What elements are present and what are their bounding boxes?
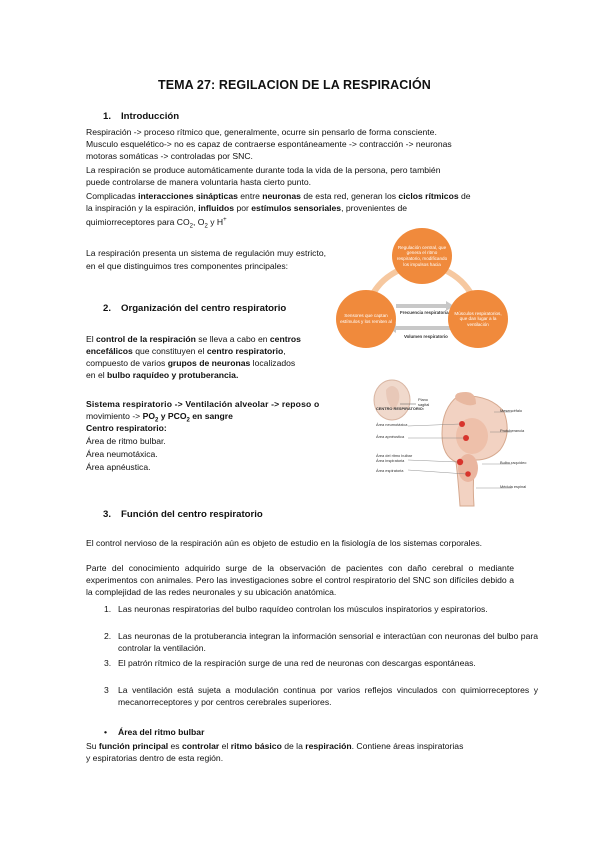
text-run: de bbox=[458, 191, 471, 201]
page-title: TEMA 27: REGILACION DE LA RESPIRACIÓN bbox=[158, 78, 431, 92]
org-line-1 bbox=[86, 333, 301, 345]
brain-label-plane: Plano sagital bbox=[418, 397, 430, 407]
text-run: , bbox=[283, 346, 286, 356]
subscript: 2 bbox=[204, 223, 208, 230]
text-run: movimiento -> bbox=[86, 411, 143, 421]
func-paragraph-1: El control nervioso de la respiración aún es objeto de estudio en la fisiología de los sistemas corporales. bbox=[86, 538, 483, 548]
bold-run: encefálicos bbox=[86, 346, 133, 356]
cycle-node-respiratory-muscles: Músculos respiratorios, que dan lugar a la ventilación bbox=[448, 290, 508, 348]
list-text: El patrón rítmico de la respiración surge de una red de neuronas con descargas espontáneas. bbox=[118, 658, 476, 668]
bullet-ritmo-bulbar bbox=[104, 726, 204, 738]
text-run: quimiorreceptores para CO bbox=[86, 216, 190, 227]
text-run: localizados bbox=[250, 358, 296, 368]
bold-run: en sangre bbox=[189, 411, 233, 421]
intro-line-5: puede controlarse de manera voluntaria hasta cierto punto. bbox=[86, 177, 312, 187]
list-number: 3 bbox=[104, 685, 109, 695]
brain-right-label-2: Protuberancia bbox=[500, 428, 525, 433]
bold-run: interacciones sinápticas bbox=[138, 191, 238, 201]
text-run: en el bbox=[86, 370, 108, 380]
bold-run: ritmo básico bbox=[230, 741, 282, 751]
bold-run: centros bbox=[269, 334, 301, 344]
bold-run: centro respiratorio bbox=[206, 346, 284, 356]
cycle-diagram bbox=[334, 228, 510, 370]
section-2-heading bbox=[103, 303, 286, 314]
org-line-4 bbox=[86, 369, 238, 381]
brainstem-illustration bbox=[372, 378, 532, 508]
intro-line-8 bbox=[86, 214, 227, 233]
text-run: y H bbox=[207, 216, 224, 227]
text-run: de esta red, generan los bbox=[300, 191, 399, 201]
section-2-title: Organización del centro respiratorio bbox=[121, 303, 287, 314]
bold-run: controlar bbox=[182, 741, 220, 751]
bold-run: estímulos sensoriales bbox=[251, 203, 342, 213]
text-run: de la bbox=[281, 741, 306, 751]
org-centro-heading: Centro respiratorio: bbox=[86, 423, 167, 433]
intro-line-6 bbox=[86, 190, 471, 202]
section-3-number: 3. bbox=[103, 509, 112, 520]
intro-line-3: motoras somáticas -> controladas por SNC. bbox=[86, 151, 253, 161]
section-2-number: 2. bbox=[103, 303, 112, 314]
bold-run: PCO bbox=[167, 411, 187, 421]
org-line-2 bbox=[86, 345, 286, 357]
text-run: por bbox=[234, 203, 252, 213]
list-number: 1. bbox=[104, 604, 112, 614]
bold-run: control de la respiración bbox=[96, 334, 196, 344]
org-area-2: Área neumotáxica. bbox=[86, 449, 158, 459]
subscript: 2 bbox=[155, 417, 159, 424]
text-run: que constituyen el bbox=[132, 346, 207, 356]
brain-left-label-1: Área neumotáxica bbox=[376, 422, 408, 427]
list-number: 2. bbox=[104, 631, 112, 641]
intro-paragraph-2: La respiración presenta un sistema de regulación muy estricto, en el que distinguimos tres componentes principales: bbox=[86, 248, 326, 271]
intro-line-4: La respiración se produce automáticamente durante toda la vida de la persona, pero también bbox=[86, 165, 441, 175]
bold-run: y bbox=[158, 411, 168, 421]
section-1-heading bbox=[103, 111, 179, 122]
brain-left-label-3: Área del ritmo bulbar bbox=[376, 453, 413, 458]
bullet-title: Área del ritmo bulbar bbox=[118, 727, 205, 737]
bold-run: neuronas bbox=[262, 191, 301, 201]
subscript: 2 bbox=[186, 417, 190, 424]
bold-run: influidos bbox=[198, 203, 235, 213]
subscript: 2 bbox=[189, 223, 193, 230]
text-run: entre bbox=[237, 191, 263, 201]
cycle-label-volume: Volumen respiratorio bbox=[404, 334, 448, 339]
text-run: , O bbox=[193, 216, 205, 227]
superscript: + bbox=[223, 217, 227, 223]
brain-right-label-3: Bulbo raquídeo bbox=[500, 460, 527, 465]
brain-label-header: CENTRO RESPIRATORIO: bbox=[376, 406, 425, 411]
bold-run: ciclos rítmicos bbox=[398, 191, 459, 201]
org-area-1: Área de ritmo bulbar. bbox=[86, 436, 166, 446]
org-system-line: Sistema respiratorio -> Ventilación alveolar -> reposo o bbox=[86, 399, 320, 409]
section-1-title: Introducción bbox=[121, 111, 180, 122]
text-run: El bbox=[86, 334, 97, 344]
section-1-number: 1. bbox=[103, 111, 112, 122]
text-run: se lleva a cabo en bbox=[195, 334, 270, 344]
list-text: Las neuronas respiratorias del bulbo raquídeo controlan los músculos inspiratorios y espiratorios. bbox=[118, 604, 488, 614]
text-run: la inspiración y la espiración, bbox=[86, 203, 199, 213]
cycle-node-central-regulation: Regulación central, que genera el ritmo respiratorio, modificando los impulsos hacia bbox=[392, 228, 452, 284]
brain-left-label-5: Área espiratoria bbox=[376, 468, 404, 473]
bold-run: respiración bbox=[305, 741, 352, 751]
section-3-title: Función del centro respiratorio bbox=[121, 509, 263, 520]
list-text: Las neuronas de la protuberancia integran la información sensorial e interactúan con neuronas del bulbo para controlar la ventilación. bbox=[118, 631, 538, 653]
text-run: es bbox=[168, 741, 182, 751]
intro-line-2: Musculo esquelético-> no es capaz de contraerse espontáneamente -> contracción -> neuronas bbox=[86, 139, 452, 149]
brain-right-label-1: Mesencéfalo bbox=[500, 408, 523, 413]
func-paragraph-2: Parte del conocimiento adquirido surge de la observación de pacientes con daño cerebral o mediante experimentos con animales. Pero las investigaciones sobre el control respiratorio del SNC son difíciles debido a la complejidad de las redes neuronales y su ubicación anatómica. bbox=[86, 563, 514, 597]
text-run: el bbox=[219, 741, 231, 751]
text-run: compuesto de varios bbox=[86, 358, 168, 368]
bold-run: grupos de neuronas bbox=[167, 358, 251, 368]
brain-left-label-4: Área inspiratoria bbox=[376, 458, 405, 463]
bold-run: PO bbox=[142, 411, 156, 421]
func-last-line-1 bbox=[86, 740, 463, 752]
brain-left-label-2: Área apnéustica bbox=[376, 434, 405, 439]
brain-right-label-4: Médula espinal bbox=[500, 484, 527, 489]
cycle-node-sensors: Sensores que captan estímulos y los remiten al bbox=[336, 290, 396, 348]
bold-run: función principal bbox=[98, 741, 169, 751]
intro-line-7 bbox=[86, 202, 407, 214]
list-number: 3. bbox=[104, 658, 112, 668]
org-area-3: Área apnéustica. bbox=[86, 462, 151, 472]
text-run: Complicadas bbox=[86, 191, 139, 201]
list-text: La ventilación está sujeta a modulación continua por varios reflejos vinculados con quimiorreceptores y mecanorreceptores y por centros cerebrales superiores. bbox=[118, 685, 538, 707]
bold-run: bulbo raquídeo y protuberancia. bbox=[107, 370, 239, 380]
org-line-3 bbox=[86, 357, 295, 369]
section-3-heading bbox=[103, 509, 263, 520]
cycle-label-frequency: Frecuencia respiratoria bbox=[400, 310, 449, 315]
text-run: . Contiene áreas inspiratorias bbox=[351, 741, 464, 751]
func-last-line-2: y espiratorias dentro de esta región. bbox=[86, 753, 224, 763]
bullet-icon: • bbox=[104, 727, 108, 737]
text-run: Su bbox=[86, 741, 99, 751]
intro-line-1: Respiración -> proceso rítmico que, generalmente, ocurre sin pensarlo de forma consciente. bbox=[86, 127, 437, 137]
text-run: , provenientes de bbox=[341, 203, 408, 213]
